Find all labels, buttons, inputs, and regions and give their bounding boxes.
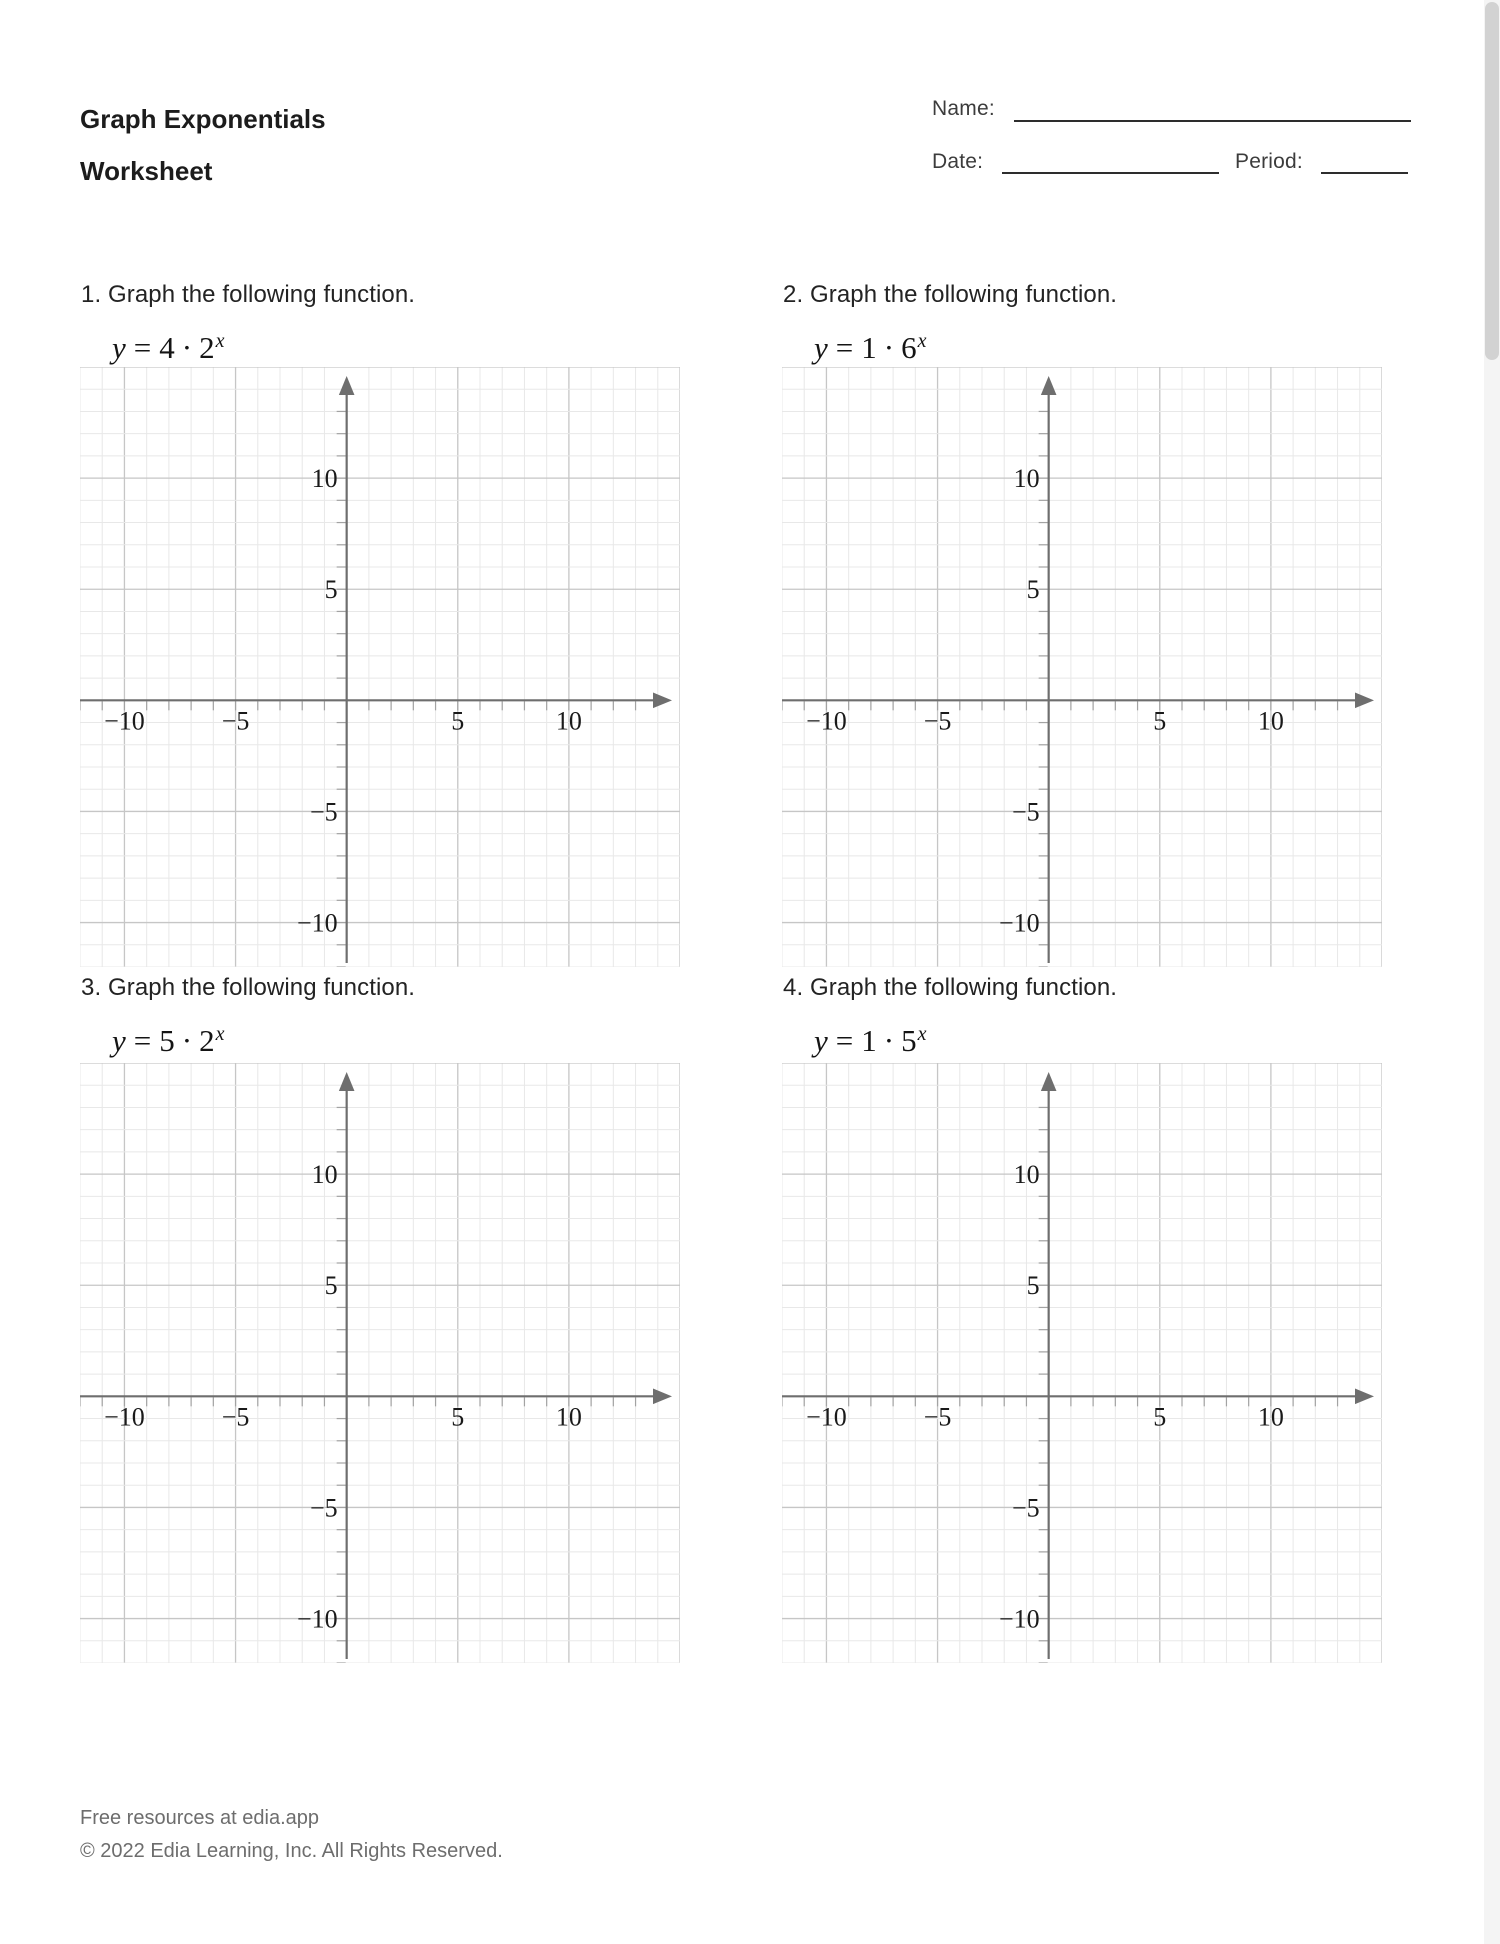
date-blank-line bbox=[1002, 172, 1219, 174]
equation-base: 2 bbox=[199, 1023, 215, 1058]
svg-text:−10: −10 bbox=[296, 908, 338, 938]
equation-variable: y bbox=[112, 330, 126, 365]
problem-3-heading: 3. Graph the following function. bbox=[81, 974, 416, 1001]
equation-coefficient: 4 bbox=[159, 330, 175, 365]
svg-text:−10: −10 bbox=[296, 1604, 338, 1634]
problem-4-heading: 4. Graph the following function. bbox=[783, 974, 1118, 1001]
coordinate-grid-2 bbox=[782, 367, 1382, 967]
equation-base: 5 bbox=[901, 1023, 917, 1058]
svg-text:5: 5 bbox=[451, 706, 465, 736]
equation-variable: y bbox=[112, 1023, 126, 1058]
multiplication-dot: · bbox=[883, 330, 895, 365]
svg-text:5: 5 bbox=[1153, 706, 1167, 736]
svg-text:10: 10 bbox=[311, 464, 338, 494]
svg-text:−5: −5 bbox=[309, 1493, 338, 1523]
coordinate-grid-4 bbox=[782, 1063, 1382, 1663]
equation-base: 2 bbox=[199, 330, 215, 365]
svg-text:5: 5 bbox=[1153, 1402, 1167, 1432]
equation-exponent: x bbox=[215, 1022, 225, 1045]
svg-text:−5: −5 bbox=[221, 706, 250, 736]
equation-base: 6 bbox=[901, 330, 917, 365]
name-blank-line bbox=[1014, 120, 1411, 122]
svg-text:5: 5 bbox=[451, 1402, 465, 1432]
svg-text:−10: −10 bbox=[998, 1604, 1040, 1634]
footer bbox=[80, 1802, 503, 1868]
svg-text:5: 5 bbox=[324, 575, 338, 605]
date-label: Date: bbox=[932, 150, 984, 173]
svg-text:10: 10 bbox=[555, 706, 582, 736]
multiplication-dot: · bbox=[883, 1023, 895, 1058]
multiplication-dot: · bbox=[181, 330, 193, 365]
equation-coefficient: 1 bbox=[861, 1023, 877, 1058]
coordinate-grid-1 bbox=[80, 367, 680, 967]
svg-text:10: 10 bbox=[1257, 1402, 1284, 1432]
footer-resources-text: Free resources at edia.app bbox=[80, 1807, 320, 1829]
period-blank-line bbox=[1321, 172, 1408, 174]
equals-sign: = bbox=[835, 1023, 854, 1058]
svg-text:10: 10 bbox=[1013, 1160, 1040, 1190]
coordinate-grid-svg bbox=[782, 1063, 1382, 1663]
problem-3-equation bbox=[112, 1023, 224, 1059]
svg-text:−10: −10 bbox=[806, 706, 847, 736]
svg-text:10: 10 bbox=[311, 1160, 338, 1190]
coordinate-grid-svg bbox=[80, 367, 680, 967]
problem-4-equation bbox=[814, 1023, 926, 1059]
equation-exponent: x bbox=[917, 1022, 927, 1045]
worksheet-title-line1: Graph Exponentials bbox=[80, 104, 326, 134]
equals-sign: = bbox=[835, 330, 854, 365]
equals-sign: = bbox=[133, 330, 152, 365]
scrollbar-thumb[interactable] bbox=[1485, 2, 1499, 360]
problem-1-heading: 1. Graph the following function. bbox=[81, 281, 416, 308]
svg-text:5: 5 bbox=[324, 1271, 338, 1301]
svg-text:−5: −5 bbox=[221, 1402, 250, 1432]
svg-text:−5: −5 bbox=[309, 797, 338, 827]
svg-text:−10: −10 bbox=[104, 706, 145, 736]
equation-variable: y bbox=[814, 1023, 828, 1058]
svg-text:10: 10 bbox=[1013, 464, 1040, 494]
problem-1-equation bbox=[112, 330, 224, 366]
svg-text:−5: −5 bbox=[1011, 797, 1040, 827]
coordinate-grid-3 bbox=[80, 1063, 680, 1663]
multiplication-dot: · bbox=[181, 1023, 193, 1058]
svg-text:10: 10 bbox=[555, 1402, 582, 1432]
period-label: Period: bbox=[1235, 150, 1303, 173]
coordinate-grid-svg bbox=[80, 1063, 680, 1663]
svg-text:−5: −5 bbox=[1011, 1493, 1040, 1523]
footer-copyright-text: © 2022 Edia Learning, Inc. All Rights Reserved. bbox=[80, 1840, 503, 1862]
equals-sign: = bbox=[133, 1023, 152, 1058]
problem-2-equation bbox=[814, 330, 926, 366]
worksheet-title bbox=[80, 93, 326, 197]
equation-variable: y bbox=[814, 330, 828, 365]
svg-text:5: 5 bbox=[1026, 1271, 1040, 1301]
svg-text:5: 5 bbox=[1026, 575, 1040, 605]
equation-exponent: x bbox=[215, 329, 225, 352]
svg-text:−10: −10 bbox=[104, 1402, 145, 1432]
coordinate-grid-svg bbox=[782, 367, 1382, 967]
svg-text:−10: −10 bbox=[998, 908, 1040, 938]
svg-text:−5: −5 bbox=[923, 706, 952, 736]
problem-2-heading: 2. Graph the following function. bbox=[783, 281, 1118, 308]
worksheet-title-line2: Worksheet bbox=[80, 156, 213, 186]
equation-coefficient: 1 bbox=[861, 330, 877, 365]
svg-text:−10: −10 bbox=[806, 1402, 847, 1432]
name-label: Name: bbox=[932, 97, 995, 120]
equation-exponent: x bbox=[917, 329, 927, 352]
equation-coefficient: 5 bbox=[159, 1023, 175, 1058]
svg-text:10: 10 bbox=[1257, 706, 1284, 736]
svg-text:−5: −5 bbox=[923, 1402, 952, 1432]
